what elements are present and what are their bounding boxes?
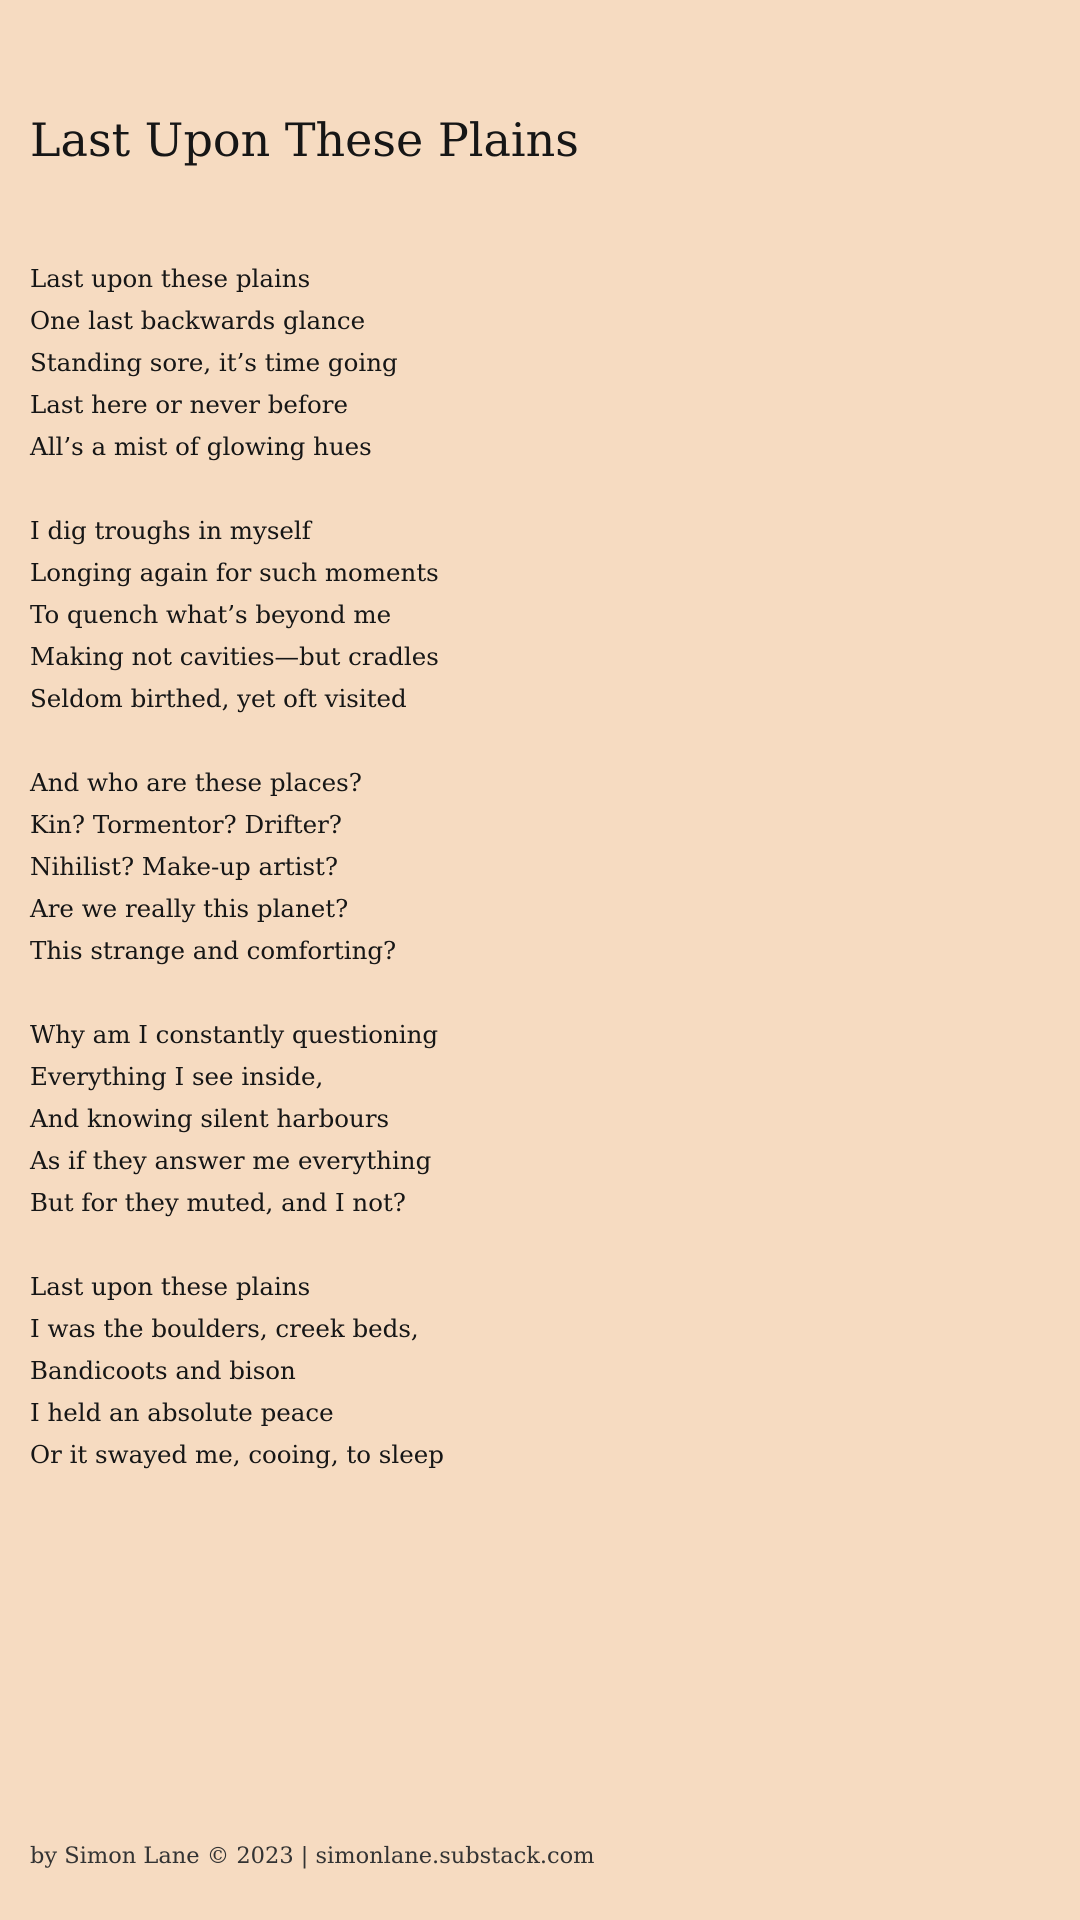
stanza-3 (30, 762, 444, 972)
poem-line: I was the boulders, creek beds, (30, 1314, 419, 1343)
stanza-1 (30, 258, 444, 468)
poem-line: I held an absolute peace (30, 1398, 334, 1427)
poem-line: Seldom birthed, yet oft visited (30, 684, 407, 713)
poem-line: Are we really this planet? (30, 894, 349, 923)
poem-line: I dig troughs in myself (30, 516, 311, 545)
poem-line: Last upon these plains (30, 1272, 311, 1301)
poem-line: Kin? Tormentor? Drifter? (30, 810, 342, 839)
poem-body (30, 258, 444, 1518)
poem-line: One last backwards glance (30, 306, 366, 335)
stanza-5 (30, 1266, 444, 1476)
poem-line: Everything I see inside, (30, 1062, 324, 1091)
poem-line: And knowing silent harbours (30, 1104, 390, 1133)
poem-line: Last upon these plains (30, 264, 311, 293)
poem-line: Last here or never before (30, 390, 348, 419)
poem-line: Or it swayed me, cooing, to sleep (30, 1440, 444, 1469)
poem-line: Longing again for such moments (30, 558, 439, 587)
poem-line: Standing sore, it’s time going (30, 348, 398, 377)
poem-line: This strange and comforting? (30, 936, 397, 965)
poem-line: Why am I constantly questioning (30, 1020, 439, 1049)
stanza-4 (30, 1014, 444, 1224)
poem-line: As if they answer me everything (30, 1146, 432, 1175)
poem-line: Bandicoots and bison (30, 1356, 296, 1385)
footer-credit: by Simon Lane © 2023 | simonlane.substack.com (30, 1843, 595, 1869)
stanza-2 (30, 510, 444, 720)
poem-line: Making not cavities—but cradles (30, 642, 439, 671)
poem-line: And who are these places? (30, 768, 362, 797)
poem-line: But for they muted, and I not? (30, 1188, 406, 1217)
poem-title: Last Upon These Plains (30, 113, 579, 167)
poem-line: All’s a mist of glowing hues (30, 432, 372, 461)
poem-line: Nihilist? Make-up artist? (30, 852, 339, 881)
poem-line: To quench what’s beyond me (30, 600, 392, 629)
